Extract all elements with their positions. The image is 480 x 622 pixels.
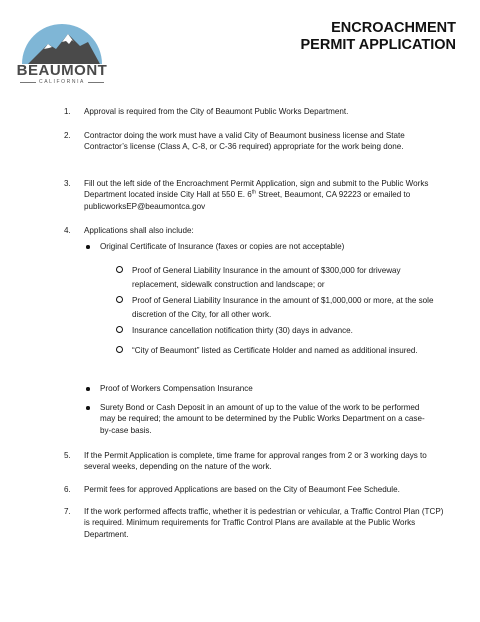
sub-item-text: Proof of General Liability Insurance in the amount of $300,000 for driveway replacement, sidewalk construction and landscape; or bbox=[132, 266, 401, 289]
item-text: Permit fees for approved Applications are based on the City of Beaumont Fee Schedule. bbox=[84, 485, 400, 494]
bullet-icon bbox=[86, 387, 90, 391]
item-number: 4. bbox=[64, 226, 71, 235]
sub-item-text: “City of Beaumont” listed as Certificate Holder and named as additional insured. bbox=[132, 346, 418, 355]
item-number: 7. bbox=[64, 507, 71, 516]
item-text bbox=[84, 178, 444, 212]
circle-bullet-icon bbox=[116, 326, 123, 333]
item-text: If the Permit Application is complete, time frame for approval ranges from 2 or 3 working days to several weeks, depending on the nature of the work. bbox=[84, 451, 427, 472]
item-text: Contractor doing the work must have a valid City of Beaumont business license and State Contractor’s license (Class A, C-8, or C-36 required) appropriate for the work being done. bbox=[84, 131, 405, 152]
item-number: 5. bbox=[64, 451, 71, 460]
logo-rule-right bbox=[88, 82, 104, 83]
sub-item-text: Proof of General Liability Insurance in the amount of $1,000,000 or more, at the sole discretion of the City, for all other work. bbox=[132, 296, 434, 319]
title-line-1: ENCROACHMENT bbox=[331, 20, 456, 36]
superscript: th bbox=[251, 189, 256, 196]
sub-item-text: Insurance cancellation notification thirty (30) days in advance. bbox=[132, 326, 353, 335]
title-line-2: PERMIT APPLICATION bbox=[300, 37, 456, 53]
item-number: 2. bbox=[64, 131, 71, 140]
document-title bbox=[301, 20, 456, 54]
item-text-part: Street, Beaumont, CA 92223 or emailed to publicworksEP@beaumontca.gov bbox=[84, 190, 411, 211]
item-text: Applications shall also include: bbox=[84, 226, 194, 235]
city-logo bbox=[14, 22, 110, 88]
item-text: If the work performed affects traffic, whether it is pedestrian or vehicular, a Traffic Control Plan (TCP) is required. Minimum requirements for Traffic Control Plans are available at the Public Works Department. bbox=[84, 507, 444, 539]
circle-bullet-icon bbox=[116, 296, 123, 303]
bullet-icon bbox=[86, 406, 90, 410]
bullet-text: Original Certificate of Insurance (faxes or copies are not acceptable) bbox=[100, 242, 345, 251]
bullet-icon bbox=[86, 245, 90, 249]
item-number: 6. bbox=[64, 485, 71, 494]
item-text-part: Fill out the left side of the Encroachment Permit Application, sign and submit to the Public Works Department located inside City Hall at 550 E. 6 bbox=[84, 179, 429, 200]
bullet-text: Proof of Workers Compensation Insurance bbox=[100, 384, 253, 393]
circle-bullet-icon bbox=[116, 266, 123, 273]
logo-subtitle: CALIFORNIA bbox=[38, 79, 85, 85]
circle-bullet-icon bbox=[116, 346, 123, 353]
mountain-logo-icon bbox=[14, 22, 110, 64]
logo-subtitle-row bbox=[14, 79, 110, 85]
bullet-text: Surety Bond or Cash Deposit in an amount of up to the value of the work to be performed may be required; the amount to be determined by the Public Works Department on a case-by-case basis. bbox=[100, 403, 425, 435]
logo-city-name: BEAUMONT bbox=[16, 62, 108, 79]
item-number: 3. bbox=[64, 179, 71, 188]
logo-rule-left bbox=[20, 82, 36, 83]
item-number: 1. bbox=[64, 107, 71, 116]
item-text: Approval is required from the City of Beaumont Public Works Department. bbox=[84, 107, 349, 116]
